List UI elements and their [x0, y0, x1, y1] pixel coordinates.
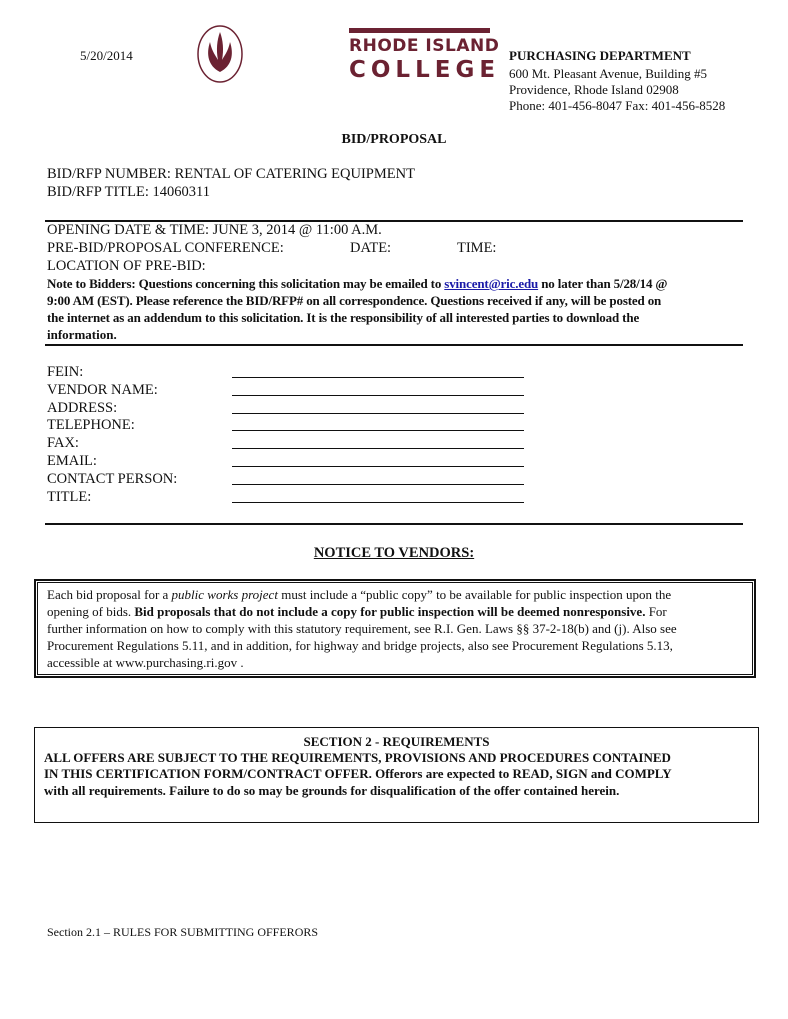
note-text: Note to Bidders: Questions concerning this solicitation may be emailed to — [47, 276, 445, 291]
vendor-field-input-line[interactable] — [232, 430, 524, 431]
note-line4: information. — [47, 327, 117, 342]
footer-section-title: Section 2.1 – RULES FOR SUBMITTING OFFERORS — [47, 925, 319, 939]
vendor-field-label: EMAIL: — [47, 453, 97, 469]
notice-line1 — [47, 587, 671, 603]
notice-text: opening of bids. — [47, 604, 135, 619]
opening-date-time: OPENING DATE & TIME: JUNE 3, 2014 @ 11:00 A.M. — [47, 222, 382, 238]
vendor-field-input-line[interactable] — [232, 484, 524, 485]
vendor-field-label: VENDOR NAME: — [47, 381, 158, 398]
notice-line2 — [47, 604, 667, 620]
notice-text: Each bid proposal for a — [47, 587, 172, 602]
divider — [45, 344, 743, 346]
vendor-field-label: FEIN: — [47, 364, 84, 380]
page-title: BID/PROPOSAL — [341, 132, 447, 147]
phone-fax: Phone: 401-456-8047 Fax: 401-456-8528 — [509, 98, 726, 113]
divider — [45, 523, 743, 525]
notice-line5: accessible at www.purchasing.ri.gov . — [47, 655, 244, 670]
notice-line4: Procurement Regulations 5.11, and in addition, for highway and bridge projects, also see Procurement Regulations 5.13, — [47, 638, 673, 653]
vendor-field-input-line[interactable] — [232, 377, 524, 378]
vendor-field-input-line[interactable] — [232, 502, 524, 503]
pre-bid-location-label: LOCATION OF PRE-BID: — [47, 258, 206, 274]
pre-bid-conference-label: PRE-BID/PROPOSAL CONFERENCE: — [47, 240, 284, 256]
notice-text: For — [645, 604, 667, 619]
conference-time-label: TIME: — [457, 240, 497, 256]
section2-line2: IN THIS CERTIFICATION FORM/CONTRACT OFFER. Offerors are expected to READ, SIGN and COMPLY — [44, 766, 672, 781]
address-line2: Providence, Rhode Island 02908 — [509, 82, 679, 97]
vendor-field-input-line[interactable] — [232, 466, 524, 467]
vendor-field-input-line[interactable] — [232, 448, 524, 449]
address-line1: 600 Mt. Pleasant Avenue, Building #5 — [509, 66, 707, 81]
vendor-field-label: TELEPHONE: — [47, 417, 135, 434]
note-text: no later than 5/28/14 @ — [538, 276, 668, 291]
vendor-field-input-line[interactable] — [232, 395, 524, 396]
vendor-field-label: FAX: — [47, 435, 79, 452]
vendor-field-input-line[interactable] — [232, 413, 524, 414]
document-date: 5/20/2014 — [80, 48, 133, 63]
vendor-field-label: CONTACT PERSON: — [47, 470, 178, 487]
bid-number: BID/RFP NUMBER: RENTAL OF CATERING EQUIPMENT — [47, 166, 415, 182]
college-seal-logo — [196, 24, 244, 84]
notice-text: must include a “public copy” to be available for public inspection upon the — [277, 587, 672, 602]
section2-heading: SECTION 2 - REQUIREMENTS — [303, 734, 490, 749]
college-name-line2: COLLEGE — [349, 57, 501, 83]
section2-line3: with all requirements. Failure to do so may be grounds for disqualification of the offer contained herein. — [44, 783, 620, 798]
notice-text-bold: Bid proposals that do not include a copy for public inspection will be deemed nonresponsive. — [134, 604, 646, 619]
vendor-field-label: TITLE: — [47, 488, 92, 505]
college-name-line1: RHODE ISLAND — [349, 36, 500, 56]
section2-line1: ALL OFFERS ARE SUBJECT TO THE REQUIREMENTS, PROVISIONS AND PROCEDURES CONTAINED — [44, 750, 671, 765]
note-line2: 9:00 AM (EST). Please reference the BID/RFP# on all correspondence. Questions received if any, will be posted on — [47, 293, 662, 308]
logo-bar — [349, 28, 490, 33]
vendor-field-label: ADDRESS: — [47, 399, 118, 416]
contact-email-link[interactable]: svincent@ric.edu — [444, 276, 539, 291]
notice-line3: further information on how to comply with this statutory requirement, see R.I. Gen. Laws §§ 37-2-18(b) and (j). Also see — [47, 621, 677, 636]
notice-text-italic: public works project — [171, 587, 278, 602]
conference-date-label: DATE: — [350, 240, 392, 256]
bid-title: BID/RFP TITLE: 14060311 — [47, 184, 210, 200]
notice-heading: NOTICE TO VENDORS: — [313, 545, 475, 561]
note-line1 — [47, 276, 667, 292]
department-name: PURCHASING DEPARTMENT — [509, 48, 691, 63]
note-line3: the internet as an addendum to this solicitation. It is the responsibility of all interested parties to download the — [47, 310, 640, 325]
